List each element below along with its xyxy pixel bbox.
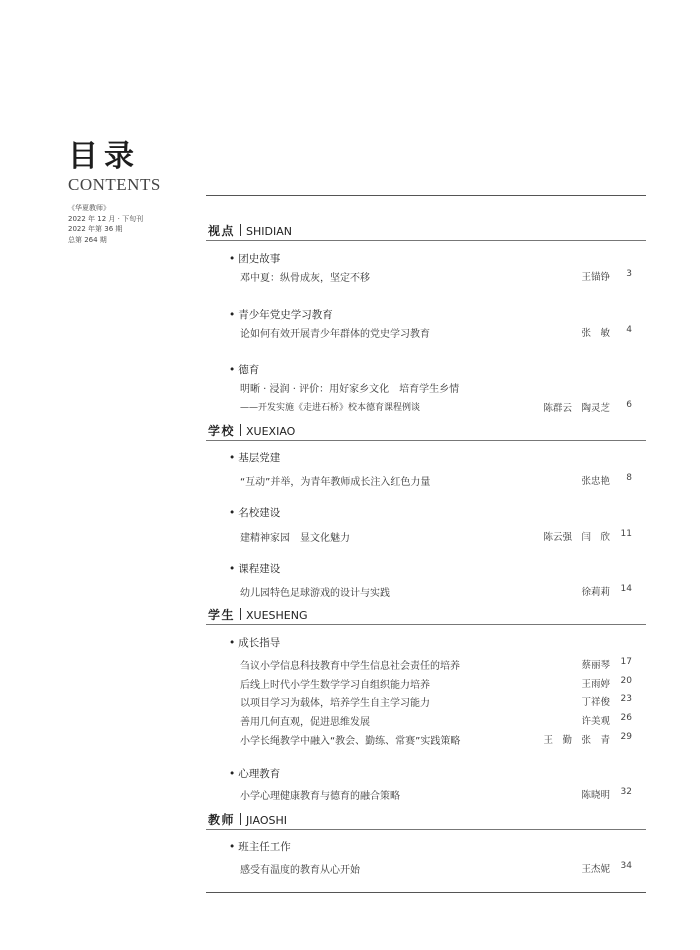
toc-entry[interactable] — [240, 861, 635, 877]
toc-entry[interactable] — [240, 269, 635, 285]
bullet-icon: • — [229, 309, 236, 321]
section-separator — [240, 224, 241, 236]
section-divider — [206, 624, 646, 625]
toc-entry[interactable] — [240, 713, 635, 729]
section-divider — [206, 829, 646, 830]
article-author: 丁祥俊 — [581, 697, 610, 708]
article-page: 3 — [626, 269, 632, 279]
section-divider — [206, 240, 646, 241]
article-title: 小学心理健康教育与德育的融合策略 — [240, 791, 400, 802]
category-heading: • 成长指导 — [229, 637, 281, 649]
article-title: 邓中夏：纵骨成灰，坚定不移 — [240, 273, 370, 284]
article-page: 29 — [620, 732, 632, 742]
article-author: 张忠艳 — [581, 476, 610, 487]
bottom-divider — [206, 892, 646, 893]
article-author: 王锚铮 — [581, 272, 610, 283]
issue-number: 2022 年第 36 期 — [68, 225, 123, 233]
article-page: 17 — [620, 657, 632, 667]
article-title: 建精神家园 显文化魅力 — [240, 533, 350, 544]
page-title: 目录 — [68, 139, 140, 174]
article-title: 刍议小学信息科技教育中学生信息社会责任的培养 — [240, 661, 460, 672]
toc-entry[interactable] — [240, 676, 635, 692]
category-heading: • 青少年党史学习教育 — [229, 309, 333, 321]
article-page: 11 — [620, 529, 632, 539]
article-title: 感受有温度的教育从心开始 — [240, 865, 360, 876]
toc-header — [68, 140, 161, 196]
section-header-xuesheng — [208, 606, 308, 624]
section-header-jiaoshi — [208, 811, 287, 829]
bullet-icon: • — [229, 253, 236, 265]
bullet-icon: • — [229, 364, 236, 376]
toc-entry[interactable] — [240, 325, 635, 341]
section-divider — [206, 440, 646, 441]
toc-entry[interactable] — [240, 529, 635, 545]
article-page: 34 — [620, 861, 632, 871]
toc-entry[interactable] — [240, 787, 635, 803]
toc-entry[interactable] — [240, 380, 635, 396]
category-heading: • 心理教育 — [229, 768, 281, 780]
section-en: XUEXIAO — [246, 425, 296, 438]
article-author: 蔡丽琴 — [581, 660, 610, 671]
section-en: XUESHENG — [246, 609, 308, 622]
section-cn: 学校 — [208, 424, 236, 438]
category-heading: • 德育 — [229, 364, 260, 376]
article-title: 幼儿园特色足球游戏的设计与实践 — [240, 588, 390, 599]
toc-entry[interactable] — [240, 473, 635, 489]
issue-date: 2022 年 12 月 · 下旬刊 — [68, 214, 144, 223]
section-separator — [240, 424, 241, 436]
article-page: 23 — [620, 694, 632, 704]
section-en: SHIDIAN — [246, 225, 292, 238]
article-page: 20 — [620, 676, 632, 686]
article-author: 陈晓明 — [581, 790, 610, 801]
toc-entry[interactable] — [240, 732, 635, 748]
article-title: 论如何有效开展青少年群体的党史学习教育 — [240, 329, 430, 340]
toc-entry[interactable] — [240, 694, 635, 710]
article-subtitle: ——开发实施《走进石桥》校本德育课程例谈 — [240, 403, 421, 413]
article-title: “互动”并举，为青年教师成长注入红色力量 — [240, 477, 431, 488]
bullet-icon: • — [229, 452, 236, 464]
section-cn: 学生 — [208, 608, 236, 622]
article-page: 8 — [626, 473, 632, 483]
bullet-icon: • — [229, 637, 236, 649]
issue-meta — [68, 203, 143, 245]
article-title: 明晰 · 浸润 · 评价：用好家乡文化 培育学生乡情 — [240, 384, 460, 395]
article-page: 32 — [620, 787, 632, 797]
section-header-xuexiao — [208, 422, 295, 440]
category-heading: • 名校建设 — [229, 507, 281, 519]
bullet-icon: • — [229, 563, 236, 575]
section-en: JIAOSHI — [246, 814, 287, 827]
toc-entry[interactable] — [240, 400, 635, 416]
journal-name: 《华夏教师》 — [68, 204, 110, 212]
bullet-icon: • — [229, 768, 236, 780]
page-subtitle: CONTENTS — [68, 175, 161, 194]
article-title: 善用几何直观，促进思维发展 — [240, 717, 370, 728]
total-issue-number: 总第 264 期 — [68, 235, 107, 244]
top-divider — [206, 195, 646, 196]
article-author: 陈云强 闫 欣 — [543, 532, 610, 543]
section-header-shidian — [208, 222, 292, 240]
article-title: 后线上时代小学生数学学习自组织能力培养 — [240, 680, 430, 691]
category-heading: • 基层党建 — [229, 452, 281, 464]
article-page: 6 — [626, 400, 632, 410]
article-page: 14 — [620, 584, 632, 594]
bullet-icon: • — [229, 507, 236, 519]
category-heading: • 课程建设 — [229, 563, 281, 575]
section-cn: 教师 — [208, 813, 236, 827]
category-heading: • 团史故事 — [229, 253, 281, 265]
toc-entry[interactable] — [240, 657, 635, 673]
article-author: 徐莉莉 — [581, 587, 610, 598]
section-separator — [240, 608, 241, 620]
article-title: 以项目学习为载体，培养学生自主学习能力 — [240, 698, 430, 709]
section-separator — [240, 813, 241, 825]
section-cn: 视点 — [208, 224, 236, 238]
category-heading: • 班主任工作 — [229, 841, 291, 853]
article-page: 4 — [626, 325, 632, 335]
article-author: 陈群云 陶灵芝 — [543, 403, 610, 414]
bullet-icon: • — [229, 841, 236, 853]
article-page: 26 — [620, 713, 632, 723]
toc-entry[interactable] — [240, 584, 635, 600]
article-title: 小学长绳教学中融入“教会、勤练、常赛”实践策略 — [240, 736, 461, 747]
article-author: 王雨婷 — [581, 679, 610, 690]
article-author: 王杰妮 — [581, 864, 610, 875]
article-author: 张 敏 — [581, 328, 610, 339]
article-author: 许美观 — [581, 716, 610, 727]
article-author: 王 勤 张 青 — [543, 735, 610, 746]
